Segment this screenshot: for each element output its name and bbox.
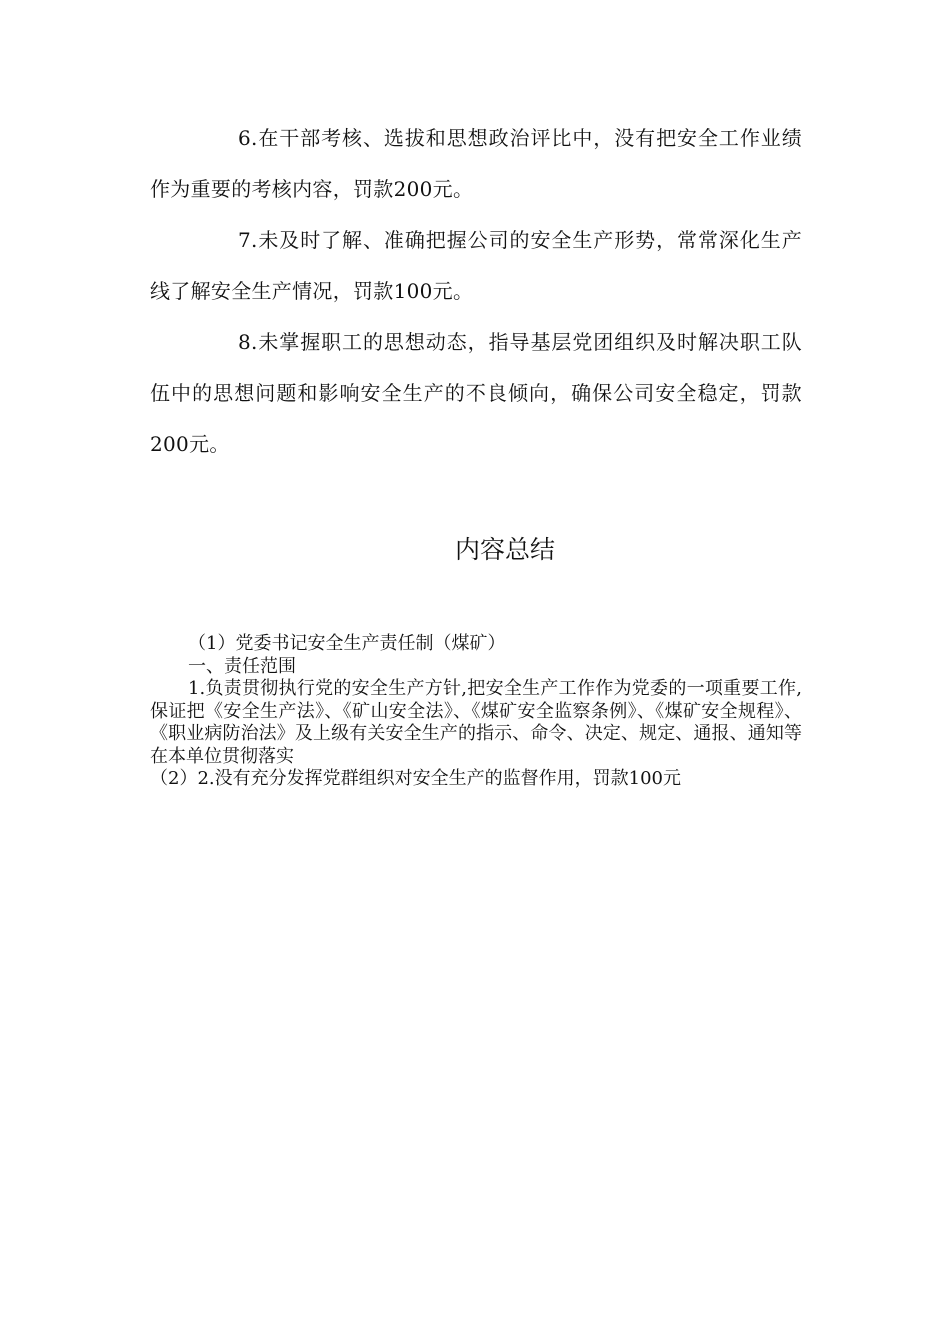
summary-section-title: 一、责任范围 <box>188 655 296 677</box>
summary-item-1: 1.负责贯彻执行党的安全生产方针,把安全生产工作作为党委的一项重要工作,保证把《安全生产法》、《矿山安全法》、《煤矿安全监察条例》、《煤矿安全规程》、《职业病防治法》及上级有关安全生产的指示、命令、决定、规定、通报、通知等在本单位贯彻落实 <box>150 678 802 767</box>
summary-block <box>150 633 802 791</box>
paragraph-8: 8.未掌握职工的思想动态，指导基层党团组织及时解决职工队伍中的思想问题和影响安全生产的不良倾向，确保公司安全稳定，罚款200元。 <box>150 330 802 456</box>
paragraph-6: 6.在干部考核、选拔和思想政治评比中，没有把安全工作业绩作为重要的考核内容，罚款200元。 <box>150 126 802 201</box>
paragraph-7: 7.未及时了解、准确把握公司的安全生产形势，常常深化生产线了解安全生产情况，罚款100元。 <box>150 228 802 303</box>
body-text <box>150 113 802 470</box>
summary-title: 内容总结 <box>454 535 555 564</box>
summary-item-2: （2）2.没有充分发挥党群组织对安全生产的监督作用，罚款100元 <box>150 768 681 789</box>
summary-heading: （1）党委书记安全生产责任制（煤矿） <box>188 633 506 654</box>
